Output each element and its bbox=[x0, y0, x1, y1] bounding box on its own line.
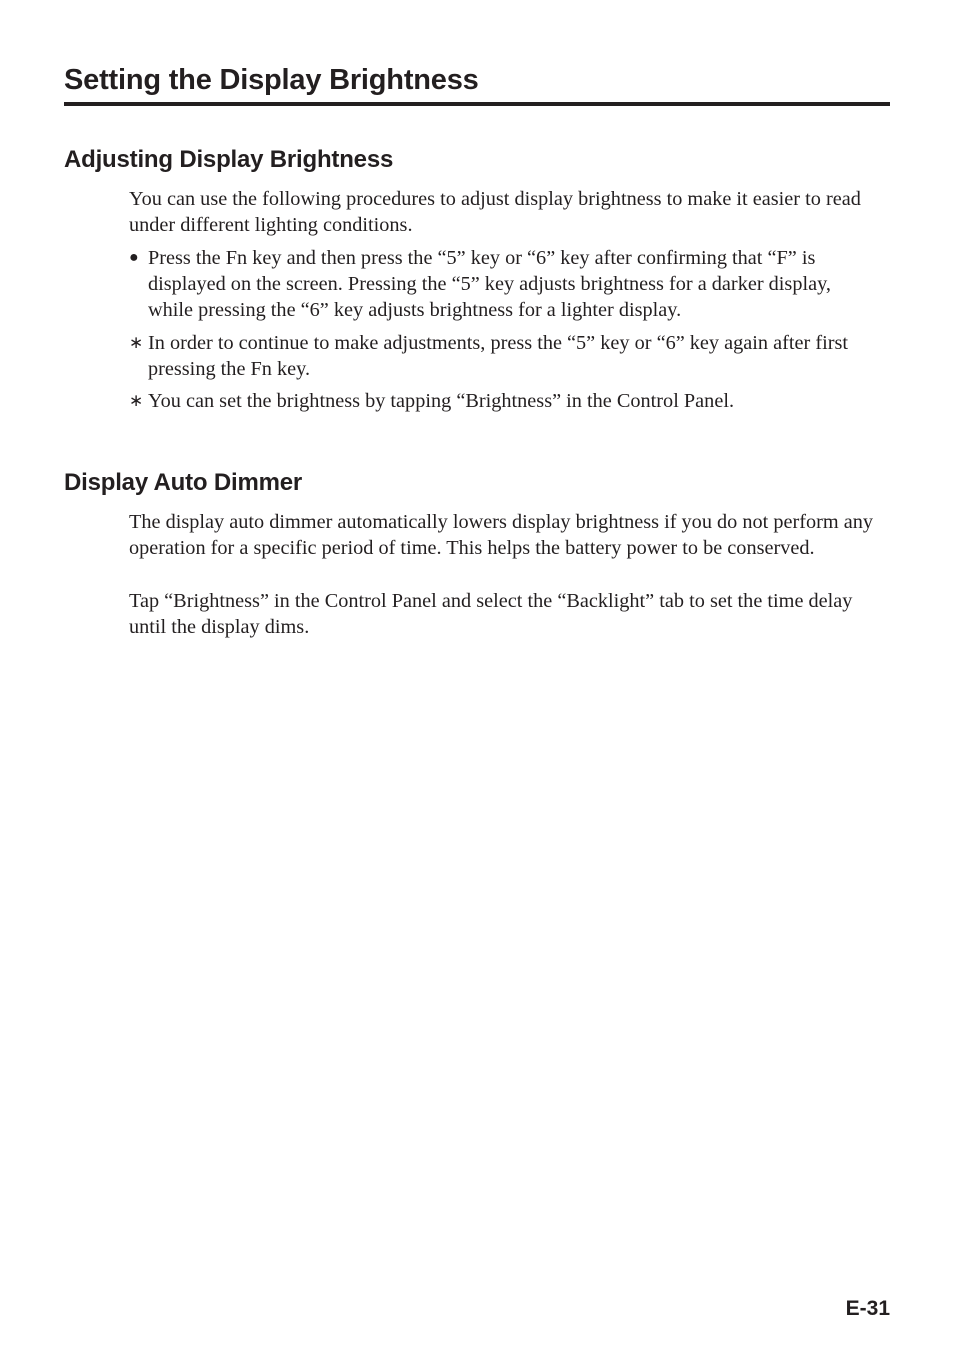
page-number: E-31 bbox=[845, 1297, 890, 1320]
page-title: Setting the Display Brightness bbox=[64, 60, 890, 106]
list-item bbox=[129, 245, 879, 323]
section-heading-adjusting-brightness: Adjusting Display Brightness bbox=[64, 146, 394, 173]
bullet-marker: ● bbox=[129, 249, 139, 266]
asterisk-marker: ∗ bbox=[129, 391, 144, 410]
list-item-text: Press the Fn key and then press the “5” key or “6” key after confirming that “F” is displayed on the screen. Pressing the “5” key adjusts brightness for a darker display, while pressing the “6” key adjusts brightness for a lighter display. bbox=[148, 247, 831, 321]
note-item bbox=[129, 330, 879, 382]
section-heading-auto-dimmer: Display Auto Dimmer bbox=[64, 469, 303, 496]
note-item-text: You can set the brightness by tapping “Brightness” in the Control Panel. bbox=[148, 390, 735, 412]
asterisk-marker: ∗ bbox=[129, 333, 144, 352]
backlight-paragraph: Tap “Brightness” in the Control Panel and select the “Backlight” tab to set the time delay until the display dims. bbox=[129, 590, 853, 638]
intro-paragraph: You can use the following procedures to adjust display brightness to make it easier to read under different lighting conditions. bbox=[129, 188, 861, 236]
note-item bbox=[129, 388, 879, 414]
note-item-text: In order to continue to make adjustments, press the “5” key or “6” key again after first pressing the Fn key. bbox=[148, 332, 849, 380]
auto-dimmer-paragraph: The display auto dimmer automatically lowers display brightness if you do not perform any operation for a specific period of time. This helps the battery power to be conserved. bbox=[129, 511, 874, 559]
